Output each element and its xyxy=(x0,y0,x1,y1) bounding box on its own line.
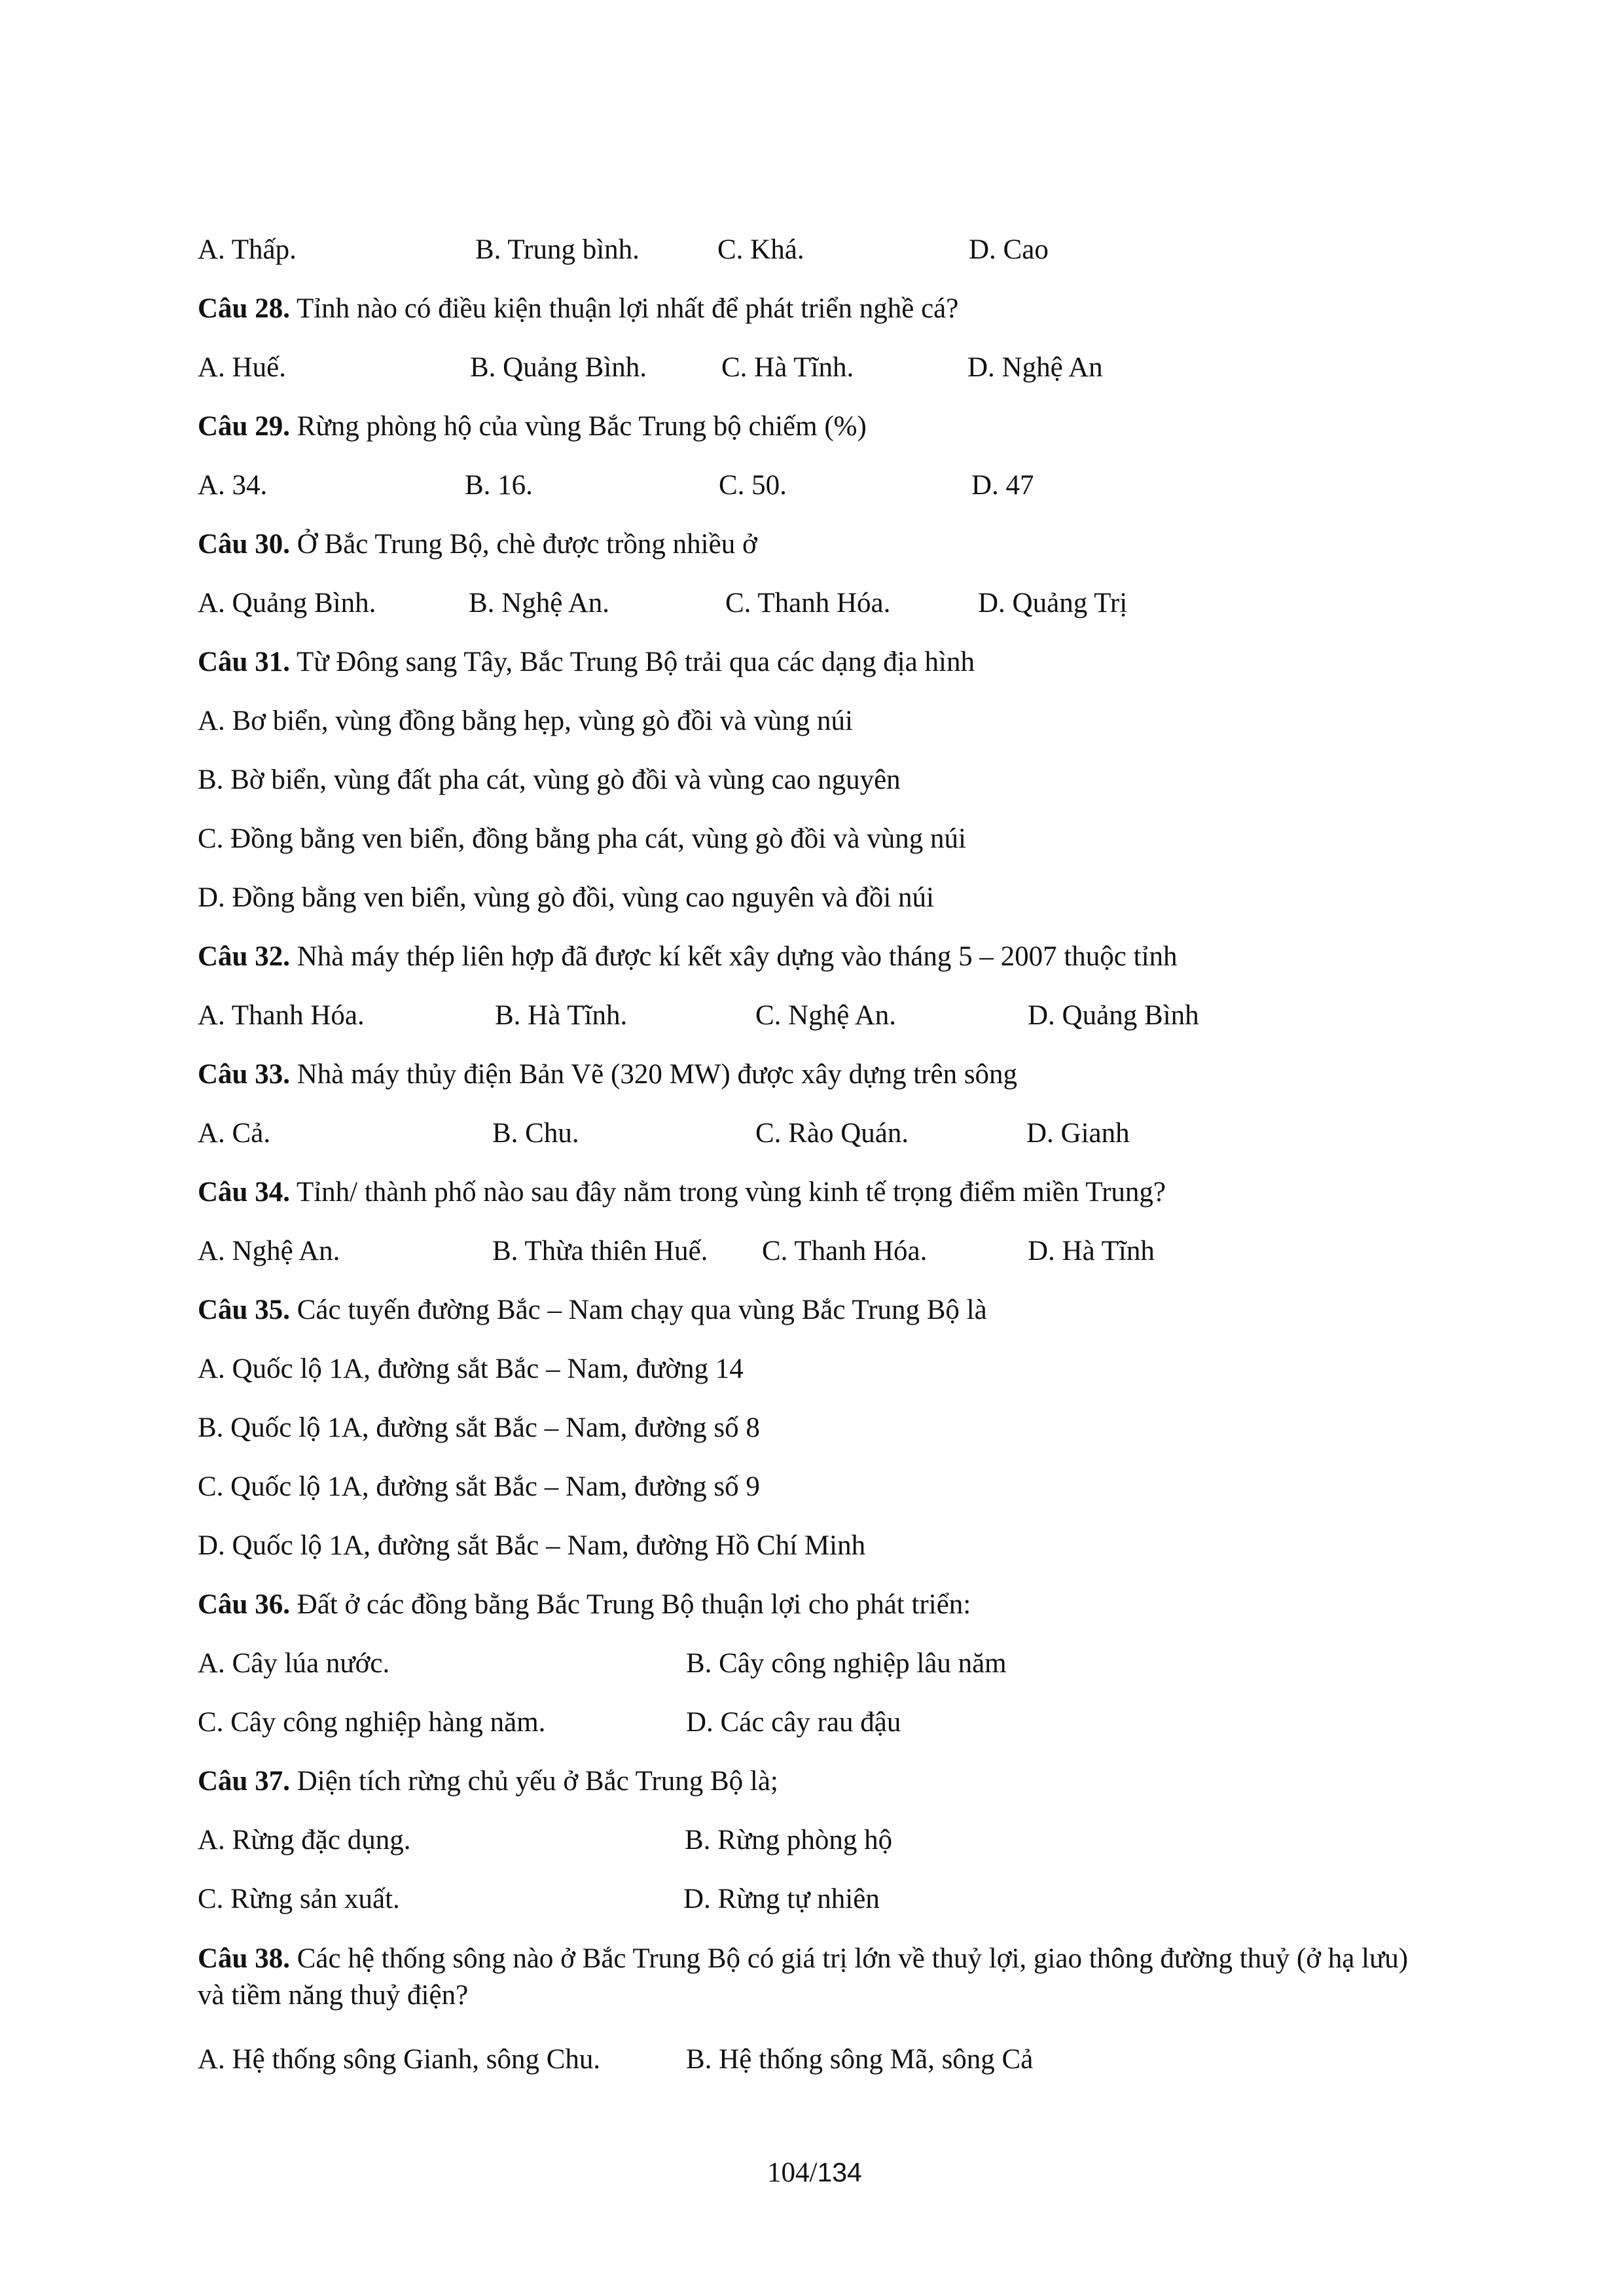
option-c: C. Thanh Hóa. xyxy=(725,588,891,619)
option-a: A. Cả. xyxy=(198,1118,271,1149)
question-label: Câu 36. xyxy=(198,1589,290,1620)
question-text: Các tuyến đường Bắc – Nam chạy qua vùng Bắc Trung Bộ là xyxy=(289,1295,987,1325)
question-33 xyxy=(198,1057,1017,1092)
question-label: Câu 30. xyxy=(198,529,290,560)
option-b: B. Quốc lộ 1A, đường sắt Bắc – Nam, đường số 8 xyxy=(198,1412,760,1443)
question-text: Từ Đông sang Tây, Bắc Trung Bộ trải qua các dạng địa hình xyxy=(289,647,975,677)
option-a: A. Hệ thống sông Gianh, sông Chu. xyxy=(198,2044,601,2075)
question-37 xyxy=(198,1764,778,1799)
option-d: D. Gianh xyxy=(1026,1118,1130,1149)
question-label: Câu 38. xyxy=(198,1943,290,1974)
option-b: B. Trung bình. xyxy=(475,234,640,265)
option-d: D. Quảng Bình xyxy=(1028,1000,1199,1031)
option-d: D. 47 xyxy=(971,470,1034,501)
option-a: A. Bơ biển, vùng đồng bằng hẹp, vùng gò đồi và vùng núi xyxy=(198,706,853,736)
question-30 xyxy=(198,527,757,562)
option-a: A. 34. xyxy=(198,470,268,501)
option-a: A. Nghệ An. xyxy=(198,1236,340,1266)
option-c: C. Đồng bằng ven biển, đồng bằng pha cát, vùng gò đồi và vùng núi xyxy=(198,823,966,854)
option-a: A. Rừng đặc dụng. xyxy=(198,1825,411,1856)
option-a: A. Thanh Hóa. xyxy=(198,1000,365,1031)
option-d: D. Rừng tự nhiên xyxy=(683,1884,880,1914)
option-b: B. Chu. xyxy=(492,1118,579,1149)
option-d: D. Quảng Trị xyxy=(978,588,1128,619)
question-text: Đất ở các đồng bằng Bắc Trung Bộ thuận lợi cho phát triển: xyxy=(289,1589,971,1620)
option-b: B. Cây công nghiệp lâu năm xyxy=(686,1648,1007,1679)
option-c: C. Cây công nghiệp hàng năm. xyxy=(198,1707,546,1738)
option-b: B. Bờ biển, vùng đất pha cát, vùng gò đồi và vùng cao nguyên xyxy=(198,764,901,795)
option-c: C. Quốc lộ 1A, đường sắt Bắc – Nam, đường số 9 xyxy=(198,1471,760,1502)
question-label: Câu 35. xyxy=(198,1295,290,1325)
option-b: B. Thừa thiên Huế. xyxy=(492,1236,708,1266)
option-d: D. Các cây rau đậu xyxy=(686,1707,901,1738)
question-label: Câu 29. xyxy=(198,411,290,442)
option-b: B. 16. xyxy=(465,470,533,501)
question-32 xyxy=(198,939,1178,975)
option-b: B. Quảng Bình. xyxy=(470,352,647,383)
option-d: D. Hà Tĩnh xyxy=(1028,1236,1155,1266)
option-a: A. Quốc lộ 1A, đường sắt Bắc – Nam, đường 14 xyxy=(198,1354,744,1384)
page-number xyxy=(767,2157,862,2189)
question-text: Ở Bắc Trung Bộ, chè được trồng nhiều ở xyxy=(289,529,757,560)
option-a: A. Cây lúa nước. xyxy=(198,1648,390,1679)
question-29 xyxy=(198,409,867,444)
question-31 xyxy=(198,645,975,680)
question-label: Câu 37. xyxy=(198,1766,290,1797)
option-b: B. Hà Tĩnh. xyxy=(495,1000,628,1031)
option-c: C. Khá. xyxy=(717,234,804,265)
question-text: Các hệ thống sông nào ở Bắc Trung Bộ có giá trị lớn về thuỷ lợi, giao thông đường thuỷ (ở hạ lưu) và tiềm năng thuỷ điện? xyxy=(198,1943,1409,2011)
option-b: B. Nghệ An. xyxy=(469,588,609,619)
question-38 xyxy=(198,1941,1428,2014)
option-a: A. Huế. xyxy=(198,352,286,383)
page-total: 134 xyxy=(817,2157,862,2187)
question-36 xyxy=(198,1587,971,1623)
option-c: C. Nghệ An. xyxy=(755,1000,896,1031)
question-label: Câu 32. xyxy=(198,941,290,972)
option-d: D. Cao xyxy=(969,234,1049,265)
question-label: Câu 34. xyxy=(198,1177,290,1208)
option-c: C. Rừng sản xuất. xyxy=(198,1884,400,1914)
option-d: D. Quốc lộ 1A, đường sắt Bắc – Nam, đường Hồ Chí Minh xyxy=(198,1530,866,1561)
question-35 xyxy=(198,1293,987,1328)
option-a: A. Quảng Bình. xyxy=(198,588,376,619)
option-c: C. Hà Tĩnh. xyxy=(721,352,854,383)
question-label: Câu 31. xyxy=(198,647,290,677)
question-text: Rừng phòng hộ của vùng Bắc Trung bộ chiếm (%) xyxy=(289,411,867,442)
question-text: Nhà máy thép liên hợp đã được kí kết xây dựng vào tháng 5 – 2007 thuộc tỉnh xyxy=(289,941,1178,972)
option-b: B. Hệ thống sông Mã, sông Cả xyxy=(686,2044,1034,2075)
question-label: Câu 33. xyxy=(198,1059,290,1090)
question-text: Diện tích rừng chủ yếu ở Bắc Trung Bộ là; xyxy=(289,1766,778,1797)
option-c: C. Thanh Hóa. xyxy=(762,1236,928,1266)
question-text: Tỉnh/ thành phố nào sau đây nằm trong vùng kinh tế trọng điểm miền Trung? xyxy=(289,1177,1166,1208)
option-d: D. Đồng bằng ven biển, vùng gò đồi, vùng cao nguyên và đồi núi xyxy=(198,882,934,913)
question-28 xyxy=(198,291,958,327)
option-a: A. Thấp. xyxy=(198,234,297,265)
option-c: C. Rào Quán. xyxy=(755,1118,909,1149)
option-b: B. Rừng phòng hộ xyxy=(685,1825,893,1856)
question-label: Câu 28. xyxy=(198,293,290,324)
question-text: Tỉnh nào có điều kiện thuận lợi nhất để phát triển nghề cá? xyxy=(289,293,959,324)
question-text: Nhà máy thủy điện Bản Vẽ (320 MW) được xây dựng trên sông xyxy=(289,1059,1018,1090)
question-34 xyxy=(198,1175,1166,1210)
option-d: D. Nghệ An xyxy=(967,352,1103,383)
page-current: 104/ xyxy=(767,2157,818,2188)
option-c: C. 50. xyxy=(719,470,787,501)
